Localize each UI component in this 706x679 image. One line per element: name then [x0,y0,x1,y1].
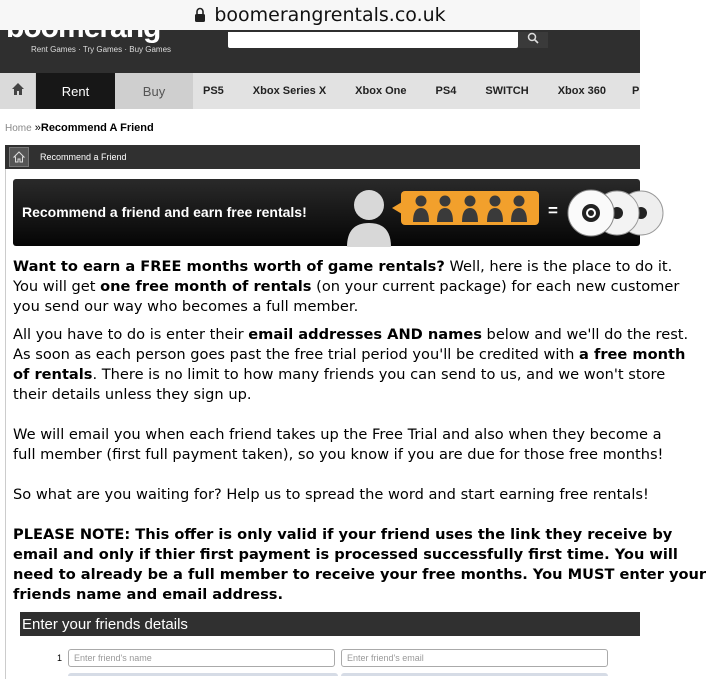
search-button[interactable] [518,32,548,48]
friends-form-heading: Enter your friends details [20,612,640,636]
page-content [13,257,706,613]
email-notice-paragraph [13,425,664,465]
friend-email-input[interactable] [341,649,608,667]
nav-buy-tab[interactable]: Buy [115,73,193,109]
breadcrumb-home-link[interactable]: Home [5,123,32,134]
call-to-action-paragraph [13,485,653,505]
nav-item-xbox-series-x[interactable]: Xbox Series X [252,85,327,97]
panel-header [5,145,640,169]
breadcrumb-separator: » [34,122,41,134]
note-line: friends name and email address. [13,586,284,603]
intro-paragraph [13,257,680,317]
nav-item-ps5[interactable]: PS5 [203,85,224,97]
banner-text: Recommend a friend and earn free rentals! [22,204,307,220]
note-line: need to already be a full member to receive your free months. You MUST enter your [13,566,706,583]
browser-url-bar[interactable] [0,0,640,30]
nav-rent-tab[interactable]: Rent [36,73,115,109]
recommend-banner [13,179,640,246]
instructions-text: . There is no limit to how many friends you can send to us, and we won't store [92,366,666,383]
email-notice-text: full member (first full payment taken), so you know if you are due for those free months! [13,446,664,463]
intro-bold: one free month of rentals [100,278,312,295]
instructions-text: As soon as each person goes past the free trial period you'll be credited with [13,346,580,363]
email-notice-text: We will email you when each friend takes up the Free Trial and also when they become a [13,426,662,443]
intro-text: Well, here is the place to do it. [444,258,673,275]
banner-equals: = [548,201,558,220]
home-icon [9,147,29,167]
instructions-text: below and we'll do the rest. [481,326,689,343]
friend-row [0,649,640,669]
nav-item-xbox-one[interactable]: Xbox One [355,85,407,97]
nav-item-ps4[interactable]: PS4 [435,85,457,97]
breadcrumb-current: Recommend A Friend [40,122,154,134]
panel-title: Recommend a Friend [40,152,127,162]
lock-icon [194,7,206,23]
instructions-text: their details unless they sign up. [13,386,252,403]
nav-item-switch[interactable]: SWITCH [485,85,529,97]
disc-icon [567,189,657,237]
instructions-bold: of rentals [13,366,93,383]
friend-row-number: 1 [57,653,63,663]
breadcrumb [5,122,154,134]
intro-text: you send our way who becomes a full member. [13,298,359,315]
note-line: email and only if thier first payment is processed successfully first time. You will [13,546,678,563]
intro-text: (on your current package) for each new customer [311,278,680,295]
instructions-text: All you have to do is enter their [13,326,249,343]
intro-bold: Want to earn a FREE months worth of game rentals? [13,258,445,275]
person-icon [343,187,395,247]
search-icon [527,33,539,47]
browser-url: boomerangrentals.co.uk [214,4,446,26]
note-line: PLEASE NOTE: This offer is only valid if your friend uses the link they receive by [13,526,673,543]
nav-item-more[interactable]: P [632,85,640,97]
friend-name-input[interactable] [68,649,335,667]
instructions-bold: a free month [579,346,686,363]
nav-home-button[interactable] [0,73,36,109]
instructions-paragraph [13,325,689,405]
friends-bubble-icon [401,191,539,225]
intro-text: You will get [13,278,101,295]
nav-item-xbox-360[interactable]: Xbox 360 [557,85,607,97]
home-icon [11,82,25,101]
search-input[interactable] [228,32,518,48]
friend-name-input-next[interactable] [68,673,338,676]
please-note-paragraph [13,525,706,605]
friend-email-input-next[interactable] [341,673,608,676]
call-to-action-text: So what are you waiting for? Help us to spread the word and start earning free rentals! [13,486,649,503]
instructions-bold: email addresses AND names [248,326,482,343]
site-tagline: Rent Games · Try Games · Buy Games [31,45,172,54]
main-nav [0,73,640,109]
